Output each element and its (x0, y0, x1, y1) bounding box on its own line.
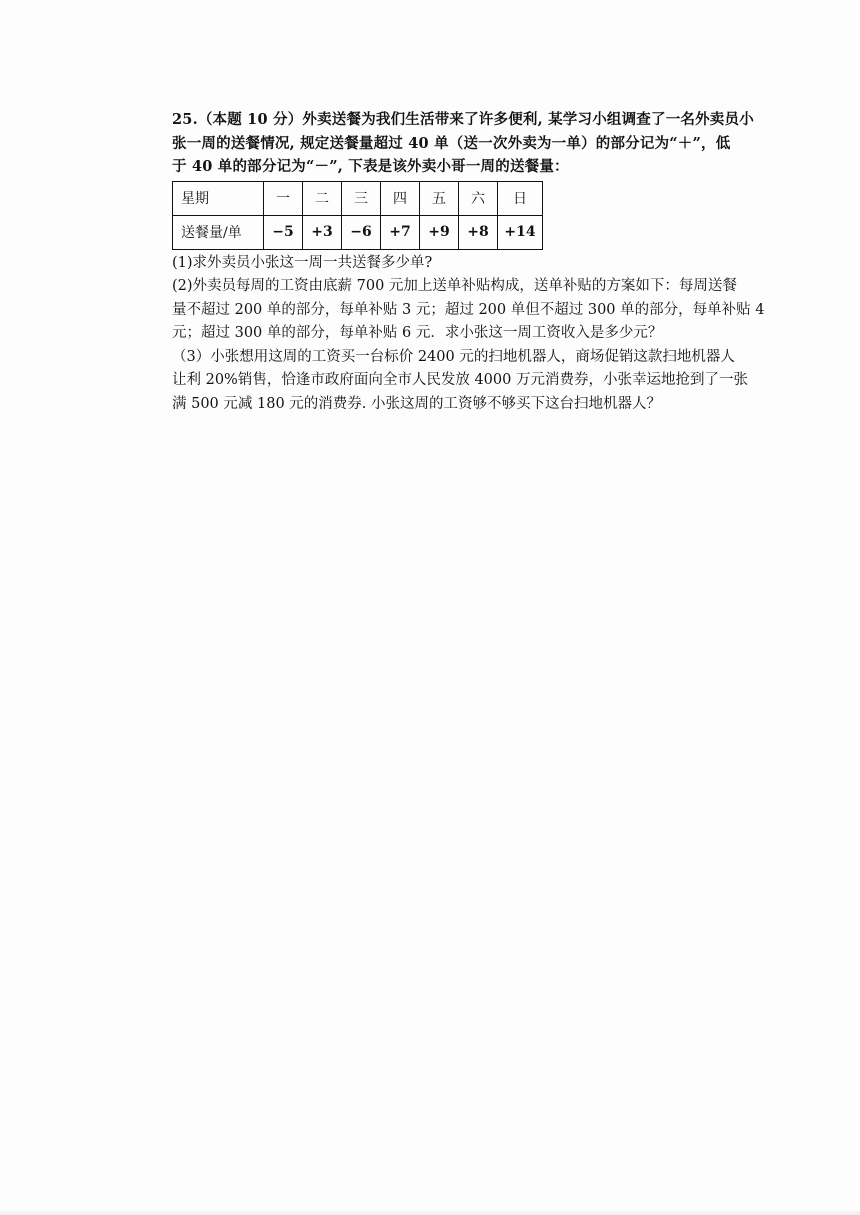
question-3-line-3: 满 500 元减 180 元的消费券. 小张这周的工资够不够买下这台扫地机器人？ (172, 395, 662, 412)
problem-intro-line-2: 张一周的送餐情况, 规定送餐量超过 40 单（送一次外卖为一单）的部分记为“＋”，低 (172, 134, 731, 152)
orders-value-cell: +7 (381, 215, 420, 249)
problem-intro-line-1: 25.（本题 10 分）外卖送餐为我们生活带来了许多便利, 某学习小组调查了一名外卖员小 (172, 111, 754, 128)
orders-value-cell: +9 (420, 215, 459, 249)
weekday-cell: 二 (303, 181, 342, 215)
weekday-cell: 三 (342, 181, 381, 215)
question-2-line-1: (2)外卖员每周的工资由底薪 700 元加上送单补贴构成，送单补贴的方案如下：每周送餐 (172, 278, 737, 294)
delivery-table (172, 181, 543, 250)
table-value-row (173, 215, 543, 249)
problem-25 (172, 108, 784, 416)
page-bottom-edge (0, 1209, 860, 1215)
orders-value-cell: −5 (264, 215, 303, 249)
weekday-cell: 五 (420, 181, 459, 215)
orders-header-cell: 送餐量/单 (173, 215, 264, 249)
question-2-line-2: 量不超过 200 单的部分，每单补贴 3 元；超过 200 单但不超过 300 单的部分，每单补贴 4 (172, 301, 765, 318)
orders-value-cell: +14 (498, 215, 543, 249)
orders-value-cell: −6 (342, 215, 381, 249)
weekday-header-cell: 星期 (173, 181, 264, 215)
weekday-cell: 一 (264, 181, 303, 215)
question-1: (1)求外卖员小张这一周一共送餐多少单? (172, 254, 433, 271)
question-2-line-3: 元；超过 300 单的部分，每单补贴 6 元．求小张这一周工资收入是多少元？ (172, 325, 663, 341)
question-3-line-2: 让利 20%销售，恰逢市政府面向全市人民发放 4000 万元消费券，小张幸运地抢到了一张 (172, 372, 748, 388)
orders-value-cell: +3 (303, 215, 342, 249)
weekday-cell: 四 (381, 181, 420, 215)
question-3-line-1: （3）小张想用这周的工资买一台标价 2400 元的扫地机器人，商场促销这款扫地机器人 (172, 348, 735, 365)
table-header-row (173, 181, 543, 215)
weekday-cell: 六 (459, 181, 498, 215)
orders-value-cell: +8 (459, 215, 498, 249)
problem-intro-line-3: 于 40 单的部分记为“－”, 下表是该外卖小哥一周的送餐量： (172, 158, 569, 175)
weekday-cell: 日 (498, 181, 543, 215)
